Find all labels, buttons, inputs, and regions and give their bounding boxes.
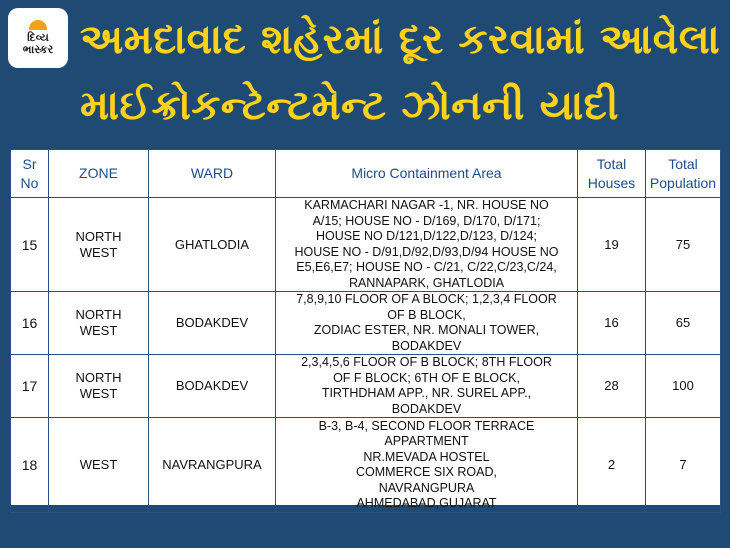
- area-line: HOUSE NO D/121,D/122,D/123, D/124;: [316, 229, 537, 243]
- area-line: NAVRANGPURA: [378, 480, 475, 495]
- cell-area: [276, 418, 578, 513]
- header-sr-line-1: Sr: [22, 155, 37, 172]
- divya-bhaskar-logo: [8, 8, 68, 68]
- area-line: APPARTMENT: [384, 434, 469, 448]
- cell-total-houses: 19: [578, 198, 646, 292]
- cell-ward: BODAKDEV: [149, 355, 276, 418]
- header-ward: WARD: [149, 150, 276, 198]
- cell-ward: NAVRANGPURA: [149, 418, 276, 513]
- cell-area: [276, 292, 578, 355]
- area-line: B-3, B-4, SECOND FLOOR TERRACE: [318, 418, 535, 433]
- cell-total-population: 65: [646, 292, 721, 355]
- cell-total-population: 7: [646, 418, 721, 513]
- zone-line: WEST: [79, 457, 118, 472]
- header-population-line-1: Total: [668, 155, 698, 172]
- header-sr-line-2: No: [20, 174, 39, 191]
- logo-line-2: ભાસ્કર: [22, 43, 54, 56]
- header-area: Micro Containment Area: [276, 150, 578, 198]
- title-line-2: માઈક્રોકન્ટેન્ટમેન્ટ ઝોનની યાદી: [80, 81, 619, 129]
- cell-sr-no: 18: [11, 418, 49, 513]
- cell-ward: BODAKDEV: [149, 292, 276, 355]
- area-line: TIRTHDHAM APP., NR. SUREL APP.,: [321, 386, 532, 400]
- area-line: NR.MEVADA HOSTEL: [363, 449, 490, 464]
- zone-line: WEST: [79, 386, 118, 401]
- cell-sr-no: 15: [11, 198, 49, 292]
- area-line: BODAKDEV: [391, 401, 462, 416]
- title-line-1: અમદાવાદ શહેરમાં દૂર કરવામાં આવેલા: [80, 15, 721, 63]
- header-sr-no: [11, 150, 49, 198]
- table-row: [11, 198, 721, 292]
- containment-zone-table: [10, 149, 721, 513]
- cell-zone: [49, 355, 149, 418]
- header-houses-line-2: Houses: [587, 174, 636, 191]
- header-houses-line-1: Total: [596, 155, 627, 172]
- cell-total-houses: 16: [578, 292, 646, 355]
- cell-area: [276, 198, 578, 292]
- cell-sr-no: 17: [11, 355, 49, 418]
- table-row: [11, 355, 721, 418]
- area-line: ZODIAC ESTER, NR. MONALI TOWER,: [313, 323, 540, 337]
- zone-line: WEST: [79, 323, 118, 338]
- zone-line: NORTH: [75, 228, 122, 244]
- containment-zone-table-container: [10, 149, 720, 510]
- table-row: [11, 292, 721, 355]
- area-line: KARMACHARI NAGAR -1, NR. HOUSE NO: [304, 198, 549, 212]
- cell-total-houses: 2: [578, 418, 646, 513]
- cell-area: [276, 355, 578, 418]
- cell-total-population: 100: [646, 355, 721, 418]
- cell-sr-no: 16: [11, 292, 49, 355]
- page-title: [80, 6, 720, 138]
- area-line: E5,E6,E7; HOUSE NO - C/21, C/22,C/23,C/24,: [296, 260, 557, 274]
- logo-line-1: દિવ્ય: [27, 31, 49, 44]
- cell-total-population: 75: [646, 198, 721, 292]
- area-line: RANNAPARK, GHATLODIA: [348, 275, 505, 290]
- area-line: COMMERCE SIX ROAD,: [356, 465, 497, 479]
- area-line: HOUSE NO - D/91,D/92,D/93,D/94 HOUSE NO: [294, 244, 559, 259]
- area-line: OF F BLOCK; 6TH OF E BLOCK,: [333, 370, 520, 385]
- cell-zone: [49, 198, 149, 292]
- header-population-line-2: Population: [649, 174, 717, 191]
- sun-icon: [29, 20, 47, 30]
- header-zone: ZONE: [49, 150, 149, 198]
- area-line: 2,3,4,5,6 FLOOR OF B BLOCK; 8TH FLOOR: [301, 355, 552, 369]
- area-line: OF B BLOCK,: [387, 307, 466, 322]
- header-total-population: [646, 150, 721, 198]
- area-line: A/15; HOUSE NO - D/169, D/170, D/171;: [312, 213, 541, 228]
- table-header-row: [11, 150, 721, 198]
- area-line: 7,8,9,10 FLOOR OF A BLOCK; 1,2,3,4 FLOOR: [296, 292, 557, 306]
- cell-total-houses: 28: [578, 355, 646, 418]
- cell-zone: [49, 418, 149, 513]
- zone-line: NORTH: [75, 370, 122, 385]
- area-line: AHMEDABAD,GUJARAT: [356, 496, 497, 510]
- cell-zone: [49, 292, 149, 355]
- zone-line: WEST: [79, 244, 118, 260]
- area-line: BODAKDEV: [391, 338, 462, 353]
- table-row: [11, 418, 721, 513]
- header-total-houses: [578, 150, 646, 198]
- zone-line: NORTH: [75, 307, 122, 322]
- cell-ward: GHATLODIA: [149, 198, 276, 292]
